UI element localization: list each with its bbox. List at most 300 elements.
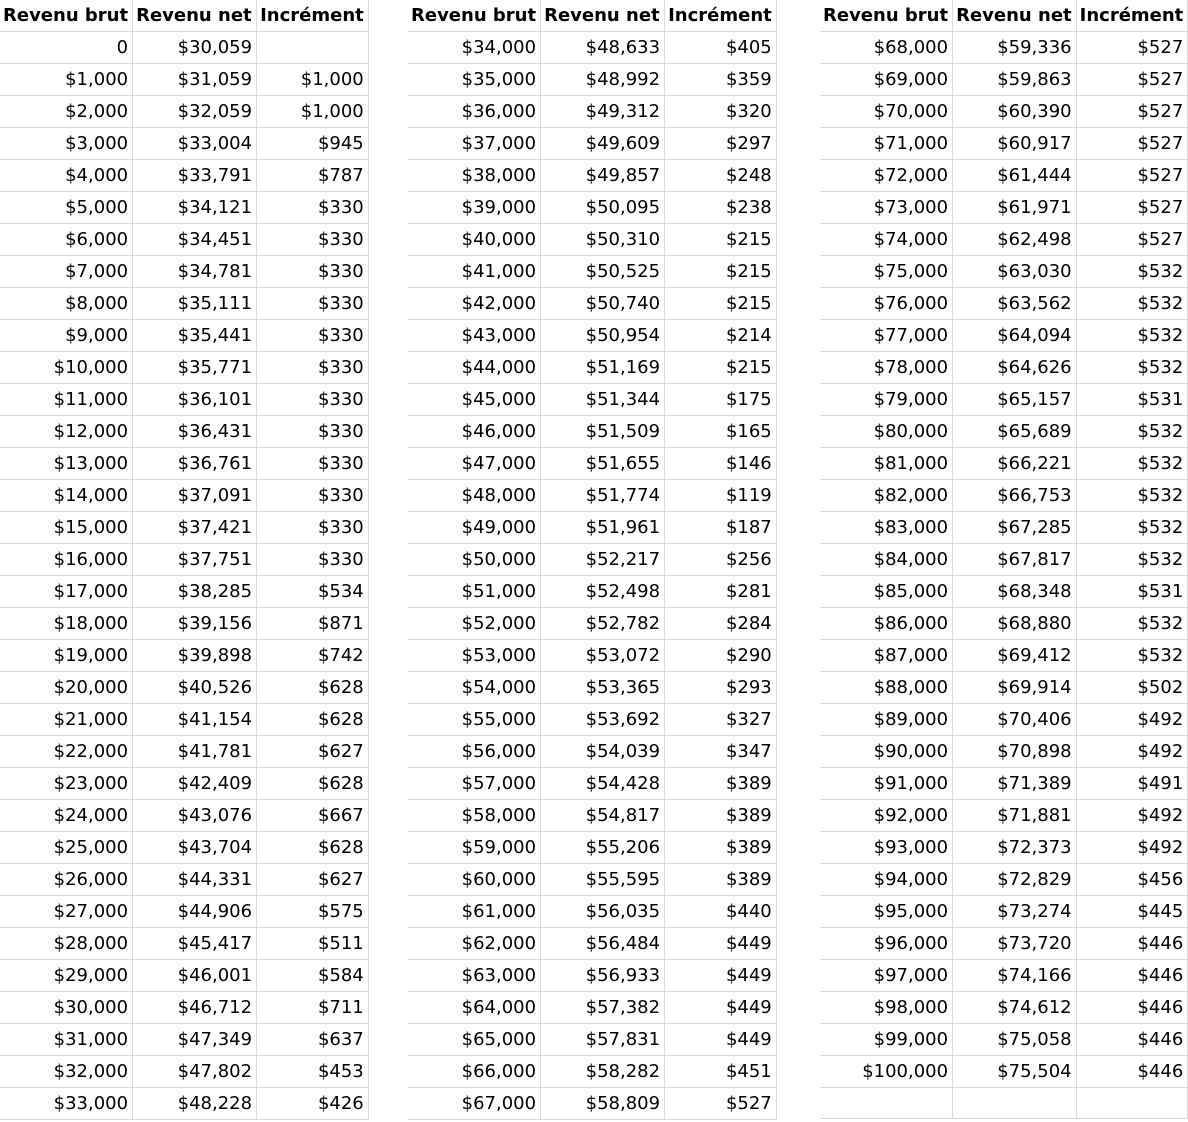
cell-increment[interactable]: $330 [257, 256, 369, 288]
cell-revenu-net[interactable]: $46,001 [133, 960, 257, 992]
cell-increment[interactable]: $446 [1076, 992, 1188, 1024]
cell-increment[interactable]: $119 [665, 480, 777, 512]
cell-increment[interactable]: $945 [257, 128, 369, 160]
cell-increment[interactable]: $667 [257, 800, 369, 832]
cell-increment[interactable]: $627 [257, 736, 369, 768]
cell-revenu-brut[interactable]: $2,000 [0, 96, 133, 128]
cell-revenu-net[interactable]: $58,809 [541, 1088, 665, 1120]
cell-increment[interactable]: $1,000 [257, 64, 369, 96]
cell-revenu-net[interactable]: $53,692 [541, 704, 665, 736]
cell-revenu-brut[interactable]: $24,000 [0, 800, 133, 832]
cell-revenu-net[interactable]: $72,373 [953, 832, 1077, 864]
cell-increment[interactable]: $187 [665, 512, 777, 544]
cell-revenu-brut[interactable]: $81,000 [820, 448, 953, 480]
header-revenu-net[interactable]: Revenu net [541, 0, 665, 32]
cell-revenu-brut[interactable]: $59,000 [408, 832, 541, 864]
cell-revenu-net[interactable]: $33,004 [133, 128, 257, 160]
cell-revenu-net[interactable]: $44,331 [133, 864, 257, 896]
cell-increment[interactable]: $165 [665, 416, 777, 448]
cell-revenu-net[interactable]: $59,336 [953, 32, 1077, 64]
cell-increment[interactable]: $637 [257, 1024, 369, 1056]
cell-increment[interactable]: $405 [665, 32, 777, 64]
cell-revenu-brut[interactable]: $30,000 [0, 992, 133, 1024]
cell-revenu-net[interactable]: $71,881 [953, 800, 1077, 832]
cell-revenu-net[interactable]: $40,526 [133, 672, 257, 704]
cell-revenu-net[interactable]: $73,274 [953, 896, 1077, 928]
cell-revenu-brut[interactable]: $7,000 [0, 256, 133, 288]
cell-revenu-net[interactable]: $43,076 [133, 800, 257, 832]
cell-revenu-net[interactable]: $55,206 [541, 832, 665, 864]
cell-revenu-net[interactable]: $69,914 [953, 672, 1077, 704]
cell-revenu-brut[interactable]: $52,000 [408, 608, 541, 640]
cell-revenu-brut[interactable]: $70,000 [820, 96, 953, 128]
cell-revenu-net[interactable]: $72,829 [953, 864, 1077, 896]
cell-revenu-brut[interactable]: $5,000 [0, 192, 133, 224]
cell-increment[interactable]: $527 [1076, 128, 1188, 160]
cell-increment[interactable]: $330 [257, 480, 369, 512]
cell-revenu-net[interactable]: $51,655 [541, 448, 665, 480]
cell-revenu-brut[interactable]: $31,000 [0, 1024, 133, 1056]
cell-revenu-brut[interactable]: $54,000 [408, 672, 541, 704]
cell-revenu-brut[interactable]: $16,000 [0, 544, 133, 576]
cell-increment[interactable]: $451 [665, 1056, 777, 1088]
cell-revenu-net[interactable]: $46,712 [133, 992, 257, 1024]
cell-revenu-net[interactable]: $49,857 [541, 160, 665, 192]
cell-revenu-brut[interactable]: $51,000 [408, 576, 541, 608]
cell-increment[interactable]: $492 [1076, 800, 1188, 832]
cell-revenu-net[interactable]: $42,409 [133, 768, 257, 800]
cell-increment[interactable]: $449 [665, 928, 777, 960]
cell-revenu-net[interactable]: $48,228 [133, 1088, 257, 1120]
cell-revenu-brut[interactable]: $96,000 [820, 928, 953, 960]
cell-revenu-net[interactable]: $63,030 [953, 256, 1077, 288]
cell-revenu-net[interactable]: $52,498 [541, 576, 665, 608]
cell-increment[interactable]: $527 [1076, 160, 1188, 192]
cell-increment[interactable]: $531 [1076, 384, 1188, 416]
cell-revenu-brut[interactable]: $82,000 [820, 480, 953, 512]
cell-revenu-brut[interactable]: $85,000 [820, 576, 953, 608]
cell-revenu-net[interactable]: $52,217 [541, 544, 665, 576]
cell-increment[interactable]: $449 [665, 1024, 777, 1056]
cell-revenu-brut[interactable]: $75,000 [820, 256, 953, 288]
cell-revenu-brut[interactable]: $100,000 [820, 1056, 953, 1088]
cell-revenu-brut[interactable]: $68,000 [820, 32, 953, 64]
cell-revenu-brut[interactable]: $66,000 [408, 1056, 541, 1088]
cell-increment[interactable]: $293 [665, 672, 777, 704]
cell-revenu-net[interactable]: $37,751 [133, 544, 257, 576]
cell-revenu-net[interactable]: $61,971 [953, 192, 1077, 224]
cell-revenu-brut[interactable]: $89,000 [820, 704, 953, 736]
cell-increment[interactable]: $532 [1076, 416, 1188, 448]
cell-revenu-net[interactable]: $50,310 [541, 224, 665, 256]
cell-revenu-net[interactable]: $39,156 [133, 608, 257, 640]
cell-revenu-brut[interactable]: $56,000 [408, 736, 541, 768]
cell-increment[interactable]: $256 [665, 544, 777, 576]
header-revenu-net[interactable]: Revenu net [953, 0, 1077, 32]
cell-revenu-brut[interactable]: $87,000 [820, 640, 953, 672]
cell-revenu-brut[interactable]: 0 [0, 32, 133, 64]
cell-revenu-net[interactable]: $38,285 [133, 576, 257, 608]
cell-revenu-net[interactable]: $47,802 [133, 1056, 257, 1088]
cell-revenu-brut[interactable]: $17,000 [0, 576, 133, 608]
cell-revenu-net[interactable]: $62,498 [953, 224, 1077, 256]
cell-increment[interactable]: $330 [257, 224, 369, 256]
cell-increment[interactable]: $453 [257, 1056, 369, 1088]
cell-revenu-net[interactable]: $68,880 [953, 608, 1077, 640]
cell-revenu-net[interactable]: $74,612 [953, 992, 1077, 1024]
cell-increment[interactable]: $320 [665, 96, 777, 128]
cell-revenu-brut[interactable]: $32,000 [0, 1056, 133, 1088]
cell-increment[interactable]: $330 [257, 320, 369, 352]
cell-revenu-brut[interactable]: $27,000 [0, 896, 133, 928]
cell-increment[interactable]: $330 [257, 448, 369, 480]
cell-revenu-net[interactable]: $54,428 [541, 768, 665, 800]
cell-increment[interactable]: $628 [257, 832, 369, 864]
cell-revenu-brut[interactable]: $50,000 [408, 544, 541, 576]
cell-increment[interactable]: $532 [1076, 640, 1188, 672]
cell-revenu-net[interactable]: $70,898 [953, 736, 1077, 768]
cell-revenu-brut[interactable]: $45,000 [408, 384, 541, 416]
cell-revenu-brut[interactable]: $76,000 [820, 288, 953, 320]
cell-revenu-net[interactable]: $48,992 [541, 64, 665, 96]
cell-revenu-brut[interactable]: $25,000 [0, 832, 133, 864]
cell-revenu-net[interactable]: $74,166 [953, 960, 1077, 992]
header-increment[interactable]: Incrément [257, 0, 369, 32]
cell-revenu-net[interactable]: $32,059 [133, 96, 257, 128]
cell-revenu-net[interactable]: $37,421 [133, 512, 257, 544]
cell-revenu-brut[interactable]: $93,000 [820, 832, 953, 864]
cell-increment[interactable]: $330 [257, 192, 369, 224]
cell-revenu-brut[interactable]: $83,000 [820, 512, 953, 544]
cell-increment[interactable]: $527 [665, 1088, 777, 1120]
cell-increment[interactable]: $426 [257, 1088, 369, 1120]
cell-increment[interactable]: $446 [1076, 960, 1188, 992]
cell-revenu-net[interactable]: $49,312 [541, 96, 665, 128]
cell-increment[interactable]: $389 [665, 832, 777, 864]
cell-revenu-brut[interactable]: $36,000 [408, 96, 541, 128]
cell-increment[interactable]: $330 [257, 544, 369, 576]
cell-revenu-brut[interactable] [820, 1088, 953, 1119]
cell-increment[interactable]: $511 [257, 928, 369, 960]
cell-revenu-brut[interactable]: $77,000 [820, 320, 953, 352]
cell-revenu-brut[interactable]: $69,000 [820, 64, 953, 96]
cell-revenu-net[interactable]: $60,390 [953, 96, 1077, 128]
cell-revenu-net[interactable]: $59,863 [953, 64, 1077, 96]
cell-revenu-brut[interactable]: $9,000 [0, 320, 133, 352]
cell-revenu-net[interactable]: $50,954 [541, 320, 665, 352]
cell-revenu-brut[interactable]: $12,000 [0, 416, 133, 448]
cell-revenu-net[interactable]: $60,917 [953, 128, 1077, 160]
cell-revenu-brut[interactable]: $86,000 [820, 608, 953, 640]
cell-increment[interactable]: $742 [257, 640, 369, 672]
cell-revenu-net[interactable]: $57,382 [541, 992, 665, 1024]
cell-revenu-brut[interactable]: $20,000 [0, 672, 133, 704]
header-increment[interactable]: Incrément [1076, 0, 1188, 32]
cell-increment[interactable]: $527 [1076, 64, 1188, 96]
cell-revenu-brut[interactable]: $71,000 [820, 128, 953, 160]
cell-revenu-brut[interactable]: $99,000 [820, 1024, 953, 1056]
cell-revenu-net[interactable]: $57,831 [541, 1024, 665, 1056]
cell-revenu-net[interactable]: $49,609 [541, 128, 665, 160]
cell-increment[interactable]: $327 [665, 704, 777, 736]
cell-revenu-brut[interactable]: $55,000 [408, 704, 541, 736]
cell-revenu-net[interactable]: $34,121 [133, 192, 257, 224]
cell-revenu-brut[interactable]: $79,000 [820, 384, 953, 416]
cell-revenu-brut[interactable]: $97,000 [820, 960, 953, 992]
cell-revenu-net[interactable]: $70,406 [953, 704, 1077, 736]
cell-increment[interactable]: $284 [665, 608, 777, 640]
cell-revenu-brut[interactable]: $42,000 [408, 288, 541, 320]
cell-increment[interactable]: $584 [257, 960, 369, 992]
cell-revenu-net[interactable]: $56,035 [541, 896, 665, 928]
cell-revenu-net[interactable]: $36,431 [133, 416, 257, 448]
cell-revenu-net[interactable]: $35,441 [133, 320, 257, 352]
cell-revenu-brut[interactable]: $88,000 [820, 672, 953, 704]
header-increment[interactable]: Incrément [665, 0, 777, 32]
cell-revenu-net[interactable]: $64,094 [953, 320, 1077, 352]
cell-increment[interactable]: $297 [665, 128, 777, 160]
header-revenu-brut[interactable]: Revenu brut [408, 0, 541, 32]
cell-increment[interactable]: $347 [665, 736, 777, 768]
cell-increment[interactable]: $359 [665, 64, 777, 96]
cell-revenu-net[interactable]: $56,933 [541, 960, 665, 992]
cell-increment[interactable]: $330 [257, 416, 369, 448]
header-revenu-brut[interactable]: Revenu brut [820, 0, 953, 32]
cell-increment[interactable]: $456 [1076, 864, 1188, 896]
cell-revenu-net[interactable]: $58,282 [541, 1056, 665, 1088]
cell-increment[interactable]: $440 [665, 896, 777, 928]
cell-increment[interactable]: $527 [1076, 224, 1188, 256]
cell-increment[interactable]: $491 [1076, 768, 1188, 800]
cell-increment[interactable]: $389 [665, 768, 777, 800]
cell-revenu-brut[interactable]: $58,000 [408, 800, 541, 832]
cell-revenu-brut[interactable]: $22,000 [0, 736, 133, 768]
cell-revenu-net[interactable]: $50,740 [541, 288, 665, 320]
cell-revenu-net[interactable]: $41,781 [133, 736, 257, 768]
cell-revenu-brut[interactable]: $15,000 [0, 512, 133, 544]
cell-revenu-brut[interactable]: $18,000 [0, 608, 133, 640]
cell-revenu-brut[interactable]: $84,000 [820, 544, 953, 576]
cell-revenu-brut[interactable]: $63,000 [408, 960, 541, 992]
cell-increment[interactable]: $215 [665, 224, 777, 256]
cell-revenu-brut[interactable]: $65,000 [408, 1024, 541, 1056]
cell-increment[interactable]: $532 [1076, 512, 1188, 544]
cell-revenu-net[interactable]: $45,417 [133, 928, 257, 960]
cell-revenu-net[interactable]: $67,285 [953, 512, 1077, 544]
cell-revenu-brut[interactable]: $74,000 [820, 224, 953, 256]
cell-revenu-net[interactable]: $67,817 [953, 544, 1077, 576]
cell-revenu-brut[interactable]: $14,000 [0, 480, 133, 512]
cell-revenu-net[interactable]: $53,072 [541, 640, 665, 672]
cell-revenu-net[interactable]: $65,689 [953, 416, 1077, 448]
cell-increment[interactable]: $238 [665, 192, 777, 224]
cell-increment[interactable]: $532 [1076, 288, 1188, 320]
cell-revenu-net[interactable]: $73,720 [953, 928, 1077, 960]
cell-increment[interactable]: $446 [1076, 928, 1188, 960]
cell-revenu-brut[interactable]: $49,000 [408, 512, 541, 544]
cell-revenu-brut[interactable]: $40,000 [408, 224, 541, 256]
cell-increment[interactable]: $492 [1076, 704, 1188, 736]
cell-revenu-net[interactable]: $53,365 [541, 672, 665, 704]
cell-increment[interactable]: $389 [665, 864, 777, 896]
header-revenu-net[interactable]: Revenu net [133, 0, 257, 32]
cell-increment[interactable]: $281 [665, 576, 777, 608]
cell-revenu-net[interactable]: $55,595 [541, 864, 665, 896]
cell-revenu-brut[interactable]: $64,000 [408, 992, 541, 1024]
cell-revenu-net[interactable]: $71,389 [953, 768, 1077, 800]
cell-increment[interactable]: $531 [1076, 576, 1188, 608]
cell-increment[interactable]: $492 [1076, 736, 1188, 768]
cell-revenu-brut[interactable]: $38,000 [408, 160, 541, 192]
cell-increment[interactable]: $532 [1076, 320, 1188, 352]
cell-revenu-brut[interactable]: $80,000 [820, 416, 953, 448]
cell-increment[interactable]: $1,000 [257, 96, 369, 128]
cell-revenu-brut[interactable]: $73,000 [820, 192, 953, 224]
cell-revenu-net[interactable]: $47,349 [133, 1024, 257, 1056]
cell-increment[interactable]: $628 [257, 672, 369, 704]
cell-revenu-net[interactable]: $66,753 [953, 480, 1077, 512]
cell-revenu-brut[interactable]: $19,000 [0, 640, 133, 672]
cell-increment[interactable]: $527 [1076, 96, 1188, 128]
cell-revenu-brut[interactable]: $37,000 [408, 128, 541, 160]
cell-revenu-net[interactable]: $31,059 [133, 64, 257, 96]
cell-increment[interactable]: $532 [1076, 480, 1188, 512]
cell-increment[interactable]: $532 [1076, 544, 1188, 576]
header-revenu-brut[interactable]: Revenu brut [0, 0, 133, 32]
cell-revenu-net[interactable]: $54,039 [541, 736, 665, 768]
cell-revenu-net[interactable]: $34,781 [133, 256, 257, 288]
cell-revenu-brut[interactable]: $33,000 [0, 1088, 133, 1120]
cell-revenu-brut[interactable]: $29,000 [0, 960, 133, 992]
cell-increment[interactable] [257, 32, 369, 64]
cell-revenu-net[interactable]: $36,101 [133, 384, 257, 416]
cell-revenu-net[interactable]: $41,154 [133, 704, 257, 736]
cell-revenu-brut[interactable]: $48,000 [408, 480, 541, 512]
cell-increment[interactable]: $330 [257, 512, 369, 544]
cell-increment[interactable]: $146 [665, 448, 777, 480]
cell-increment[interactable]: $787 [257, 160, 369, 192]
cell-revenu-brut[interactable]: $91,000 [820, 768, 953, 800]
cell-revenu-net[interactable]: $69,412 [953, 640, 1077, 672]
cell-increment[interactable]: $446 [1076, 1024, 1188, 1056]
cell-increment[interactable]: $389 [665, 800, 777, 832]
cell-revenu-net[interactable]: $51,774 [541, 480, 665, 512]
cell-increment[interactable]: $627 [257, 864, 369, 896]
cell-increment[interactable]: $330 [257, 384, 369, 416]
cell-increment[interactable]: $492 [1076, 832, 1188, 864]
cell-increment[interactable]: $215 [665, 352, 777, 384]
cell-revenu-brut[interactable]: $57,000 [408, 768, 541, 800]
cell-revenu-net[interactable]: $75,058 [953, 1024, 1077, 1056]
cell-increment[interactable]: $446 [1076, 1056, 1188, 1088]
cell-revenu-net[interactable]: $54,817 [541, 800, 665, 832]
cell-increment[interactable]: $871 [257, 608, 369, 640]
cell-revenu-brut[interactable]: $62,000 [408, 928, 541, 960]
cell-revenu-brut[interactable]: $78,000 [820, 352, 953, 384]
cell-increment[interactable]: $532 [1076, 448, 1188, 480]
cell-revenu-net[interactable]: $65,157 [953, 384, 1077, 416]
cell-increment[interactable]: $290 [665, 640, 777, 672]
cell-revenu-brut[interactable]: $34,000 [408, 32, 541, 64]
cell-revenu-brut[interactable]: $47,000 [408, 448, 541, 480]
cell-increment[interactable]: $575 [257, 896, 369, 928]
cell-revenu-brut[interactable]: $67,000 [408, 1088, 541, 1120]
cell-revenu-brut[interactable]: $43,000 [408, 320, 541, 352]
cell-revenu-net[interactable]: $39,898 [133, 640, 257, 672]
cell-revenu-net[interactable]: $75,504 [953, 1056, 1077, 1088]
cell-increment[interactable]: $330 [257, 288, 369, 320]
cell-revenu-net[interactable]: $56,484 [541, 928, 665, 960]
cell-revenu-net[interactable]: $68,348 [953, 576, 1077, 608]
cell-revenu-brut[interactable]: $98,000 [820, 992, 953, 1024]
cell-increment[interactable]: $527 [1076, 192, 1188, 224]
cell-revenu-net[interactable]: $63,562 [953, 288, 1077, 320]
cell-increment[interactable]: $532 [1076, 256, 1188, 288]
cell-revenu-brut[interactable]: $90,000 [820, 736, 953, 768]
cell-revenu-brut[interactable]: $39,000 [408, 192, 541, 224]
cell-revenu-net[interactable]: $37,091 [133, 480, 257, 512]
cell-revenu-brut[interactable]: $94,000 [820, 864, 953, 896]
cell-increment[interactable]: $711 [257, 992, 369, 1024]
cell-revenu-net[interactable] [953, 1088, 1077, 1119]
cell-revenu-net[interactable]: $51,344 [541, 384, 665, 416]
cell-revenu-brut[interactable]: $6,000 [0, 224, 133, 256]
cell-revenu-net[interactable]: $30,059 [133, 32, 257, 64]
cell-revenu-brut[interactable]: $13,000 [0, 448, 133, 480]
cell-revenu-net[interactable]: $35,111 [133, 288, 257, 320]
cell-revenu-brut[interactable]: $21,000 [0, 704, 133, 736]
cell-revenu-brut[interactable]: $8,000 [0, 288, 133, 320]
cell-increment[interactable]: $532 [1076, 352, 1188, 384]
cell-increment[interactable]: $628 [257, 768, 369, 800]
cell-revenu-net[interactable]: $51,509 [541, 416, 665, 448]
cell-revenu-brut[interactable]: $26,000 [0, 864, 133, 896]
cell-revenu-net[interactable]: $61,444 [953, 160, 1077, 192]
cell-revenu-net[interactable]: $43,704 [133, 832, 257, 864]
cell-revenu-brut[interactable]: $41,000 [408, 256, 541, 288]
cell-increment[interactable]: $330 [257, 352, 369, 384]
cell-increment[interactable]: $449 [665, 960, 777, 992]
cell-revenu-net[interactable]: $51,961 [541, 512, 665, 544]
cell-revenu-net[interactable]: $36,761 [133, 448, 257, 480]
cell-increment[interactable]: $214 [665, 320, 777, 352]
cell-revenu-net[interactable]: $52,782 [541, 608, 665, 640]
cell-increment[interactable]: $449 [665, 992, 777, 1024]
cell-revenu-brut[interactable]: $1,000 [0, 64, 133, 96]
cell-revenu-brut[interactable]: $95,000 [820, 896, 953, 928]
cell-increment[interactable]: $527 [1076, 32, 1188, 64]
cell-revenu-net[interactable]: $64,626 [953, 352, 1077, 384]
cell-increment[interactable]: $215 [665, 256, 777, 288]
cell-revenu-brut[interactable]: $44,000 [408, 352, 541, 384]
cell-revenu-net[interactable]: $50,525 [541, 256, 665, 288]
cell-increment[interactable]: $532 [1076, 608, 1188, 640]
cell-increment[interactable]: $248 [665, 160, 777, 192]
cell-revenu-net[interactable]: $50,095 [541, 192, 665, 224]
cell-revenu-brut[interactable]: $10,000 [0, 352, 133, 384]
cell-increment[interactable] [1076, 1088, 1188, 1119]
cell-revenu-brut[interactable]: $23,000 [0, 768, 133, 800]
cell-increment[interactable]: $534 [257, 576, 369, 608]
cell-revenu-net[interactable]: $33,791 [133, 160, 257, 192]
cell-revenu-brut[interactable]: $72,000 [820, 160, 953, 192]
cell-revenu-brut[interactable]: $11,000 [0, 384, 133, 416]
cell-revenu-net[interactable]: $48,633 [541, 32, 665, 64]
cell-revenu-brut[interactable]: $28,000 [0, 928, 133, 960]
cell-increment[interactable]: $445 [1076, 896, 1188, 928]
cell-revenu-brut[interactable]: $46,000 [408, 416, 541, 448]
cell-revenu-brut[interactable]: $3,000 [0, 128, 133, 160]
